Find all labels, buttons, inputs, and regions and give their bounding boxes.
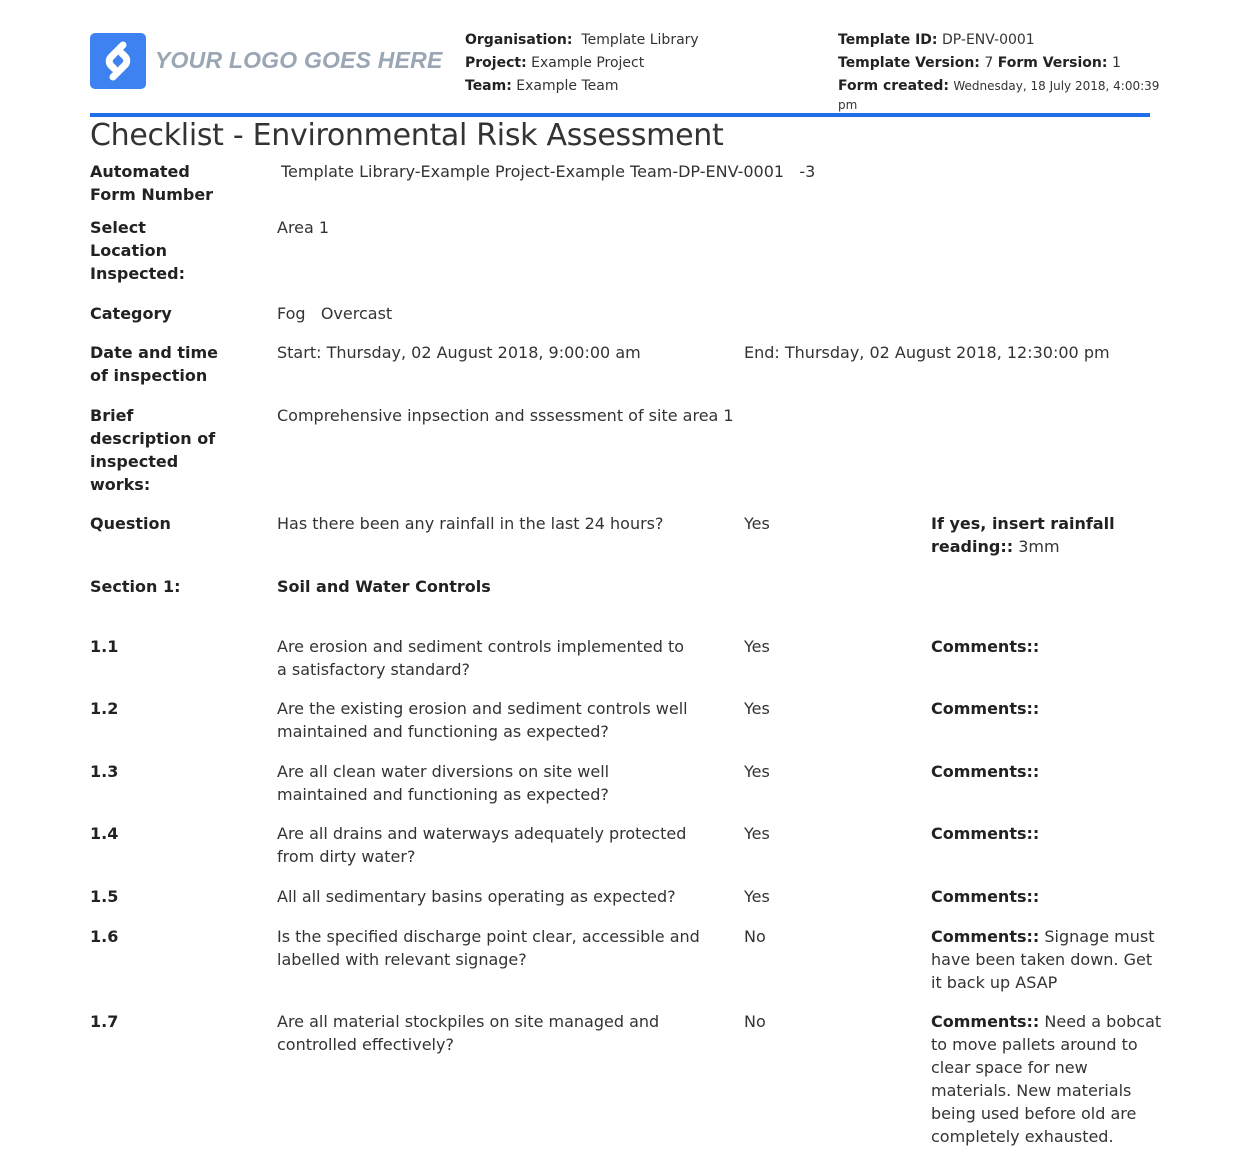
location-value: Area 1: [277, 218, 330, 237]
datetime-label: Date and time of inspection: [90, 343, 219, 385]
item-question: Are all clean water diversions on site well maintained and functioning as expected?: [277, 762, 610, 804]
comments-label: Comments::: [931, 824, 1040, 843]
rainfall-reading: If yes, insert rainfall reading:: 3mm: [931, 514, 1115, 556]
item-number: 1.5: [90, 887, 119, 906]
automated-form-number-value: Template Library-Example Project-Example Team-DP-ENV-0001 -3: [281, 162, 816, 181]
project-value: Example Project: [531, 55, 645, 71]
item-answer: No: [744, 927, 766, 946]
comments-label: Comments::: [931, 1012, 1040, 1031]
section-label: Section 1:: [90, 577, 181, 596]
automated-form-number-label: Automated Form Number: [90, 162, 214, 204]
item-comments: [931, 635, 1156, 658]
comments-label: Comments::: [931, 637, 1040, 656]
form-created-cont: pm: [838, 98, 858, 112]
item-number: 1.7: [90, 1012, 119, 1031]
item-answer: Yes: [744, 637, 770, 656]
form-version-value: 1: [1111, 55, 1121, 71]
item-answer: Yes: [744, 699, 770, 718]
section-title: Soil and Water Controls: [277, 577, 491, 596]
item-number: 1.4: [90, 824, 119, 843]
item-comments: [931, 697, 1156, 720]
logo-text: YOUR LOGO GOES HERE: [155, 47, 443, 73]
question-label: Question: [90, 514, 171, 533]
item-comments: [931, 822, 1156, 845]
start-time-value: Start: Thursday, 02 August 2018, 9:00:00 am: [277, 343, 641, 362]
team-value: Example Team: [516, 78, 619, 94]
comment-text: Need a bobcat: [1044, 1012, 1162, 1031]
logo-mark-icon: [90, 33, 146, 89]
item-answer: Yes: [744, 762, 770, 781]
item-comments: [931, 760, 1156, 783]
logo: [90, 33, 146, 89]
category-label: Category: [90, 304, 172, 323]
item-number: 1.6: [90, 927, 119, 946]
item-question: Is the specified discharge point clear, accessible and labelled with relevant signage?: [277, 927, 700, 969]
template-version-value: 7: [984, 55, 994, 71]
comment-text: Signage must: [1044, 927, 1155, 946]
item-question: Are the existing erosion and sediment controls well maintained and functioning as expected?: [277, 699, 688, 741]
question-text: Has there been any rainfall in the last 24 hours?: [277, 514, 664, 533]
organisation-value: Template Library: [581, 32, 699, 48]
header-divider: [90, 113, 1150, 117]
rainfall-value: 3mm: [1018, 537, 1060, 556]
item-question: All all sedimentary basins operating as expected?: [277, 887, 676, 906]
comments-label: Comments::: [931, 699, 1040, 718]
comments-label: Comments::: [931, 927, 1040, 946]
item-comments: Comments:: Signage must have been taken down. Get it back up ASAP: [931, 927, 1155, 992]
comments-label: Comments::: [931, 887, 1040, 906]
page-title: Checklist - Environmental Risk Assessment: [90, 118, 724, 153]
item-comments: [931, 885, 1156, 908]
brief-description-value: Comprehensive inpsection and sssessment of site area 1: [277, 406, 734, 425]
item-number: 1.1: [90, 637, 119, 656]
end-time-value: End: Thursday, 02 August 2018, 12:30:00 pm: [744, 343, 1110, 362]
item-answer: No: [744, 1012, 766, 1031]
item-question: Are erosion and sediment controls implemented to a satisfactory standard?: [277, 637, 685, 679]
item-question: Are all material stockpiles on site managed and controlled effectively?: [277, 1012, 660, 1054]
category-value: Fog Overcast: [277, 304, 393, 323]
item-comments: Comments:: Need a bobcat to move pallets around to clear space for new materials. New materials being used before old are completely exhausted.: [931, 1012, 1162, 1146]
item-question: Are all drains and waterways adequately protected from dirty water?: [277, 824, 687, 866]
location-label: Select Location Inspected:: [90, 218, 186, 283]
header-meta-right: Template ID: DP-ENV-0001 Template Version: 7 Form Version: 1 Form created: Wednesday, 18 July 2018, 4:00:39 pm: [838, 32, 1160, 112]
question-answer: Yes: [744, 514, 770, 533]
comments-label: Comments::: [931, 762, 1040, 781]
item-number: 1.3: [90, 762, 119, 781]
header-meta-left: Organisation: Template Library Project: Example Project Team: Example Team: [465, 32, 699, 94]
form-created-value: Wednesday, 18 July 2018, 4:00:39: [953, 79, 1160, 93]
item-number: 1.2: [90, 699, 119, 718]
item-answer: Yes: [744, 887, 770, 906]
template-id-value: DP-ENV-0001: [941, 32, 1035, 48]
item-answer: Yes: [744, 824, 770, 843]
brief-description-label: Brief description of inspected works:: [90, 406, 216, 494]
